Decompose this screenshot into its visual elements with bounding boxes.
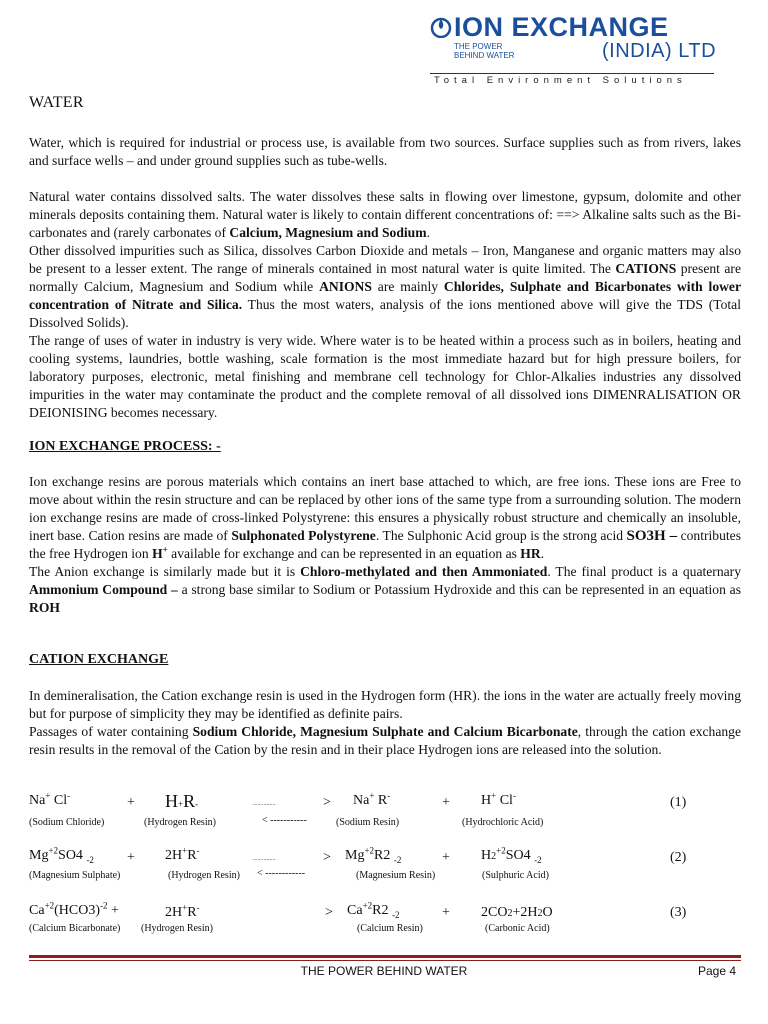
equation-2-product-2: $H2^{+2}SO4$ $_{-2}$ — [481, 845, 542, 865]
equation-2-number: (2) — [670, 850, 687, 865]
equation-1-label: < ----------- — [262, 815, 307, 826]
bold-text: Sodium Chloride, Magnesium Sulphate and Calcium Bicarbonate — [192, 724, 578, 739]
bold-text: Calcium, Magnesium and Sodium — [229, 225, 427, 240]
equation-1-label: (Hydrogen Resin) — [144, 817, 216, 828]
equation-1-product-1: Na+ R- — [353, 790, 391, 808]
text-run: , through the cation exchange resin results in the removal of the Cation by the resin and in their place Hydrogen ions are released into the solution. — [29, 724, 741, 757]
bold-text: Ammonium Compound – — [29, 582, 178, 597]
text-run: The Anion exchange is similarly made but it is — [29, 564, 301, 579]
text-run: contributes the free Hydrogen ion — [29, 528, 741, 561]
logo-name: ION EXCHANGE — [454, 12, 669, 42]
equation-3-reactant-2: 2H+R- — [165, 902, 200, 920]
equation-3-product-2: 2CO2+2H2O — [481, 905, 553, 920]
logo-india: (INDIA) LTD — [602, 40, 717, 62]
equation-3-label: (Hydrogen Resin) — [141, 923, 213, 934]
text-run: The range of uses of water in industry is very wide. Where water is to be heated within a process such as in boilers, heating and cooling systems, laundries, bottle washing, scale formation is the most immediate hazard but for high pressure boilers, for laboratory purposes, electronic, metal finishing and membrane cell technology for Chlor-Alkalies industries any dissolved impurities in the water may contaminate the product and the complete removal of all dissolved ions DIMENRALISATION OR DEIONISING becomes necessary. — [29, 333, 741, 420]
equation-2-label: (Magnesium Sulphate) — [29, 870, 121, 881]
text-run: Ion exchange resins are porous materials which contains an inert base attached to which, are free ions. These ions are Free to move about within the resin structure and can be replaced by other ions of the same type from a surrounding solution. The modern ion exchange resins are made of cross-linked Polystyrene: this ensures a physically robust structure and chemically an insoluble, inert base. Cation resins are made of — [29, 474, 741, 543]
text-run: . — [426, 225, 430, 240]
equation-1-number: (1) — [670, 795, 687, 810]
text-run: In demineralisation, the Cation exchange resin is used in the Hydrogen form (HR). the ions in the water are actually freely moving but for purpose of simplicity they may be identified as definite pairs. — [29, 688, 741, 721]
equation-3-plus-2: + — [442, 905, 450, 920]
equation-2-label: (Sulphuric Acid) — [482, 870, 549, 881]
equation-1-dots: ............... — [253, 801, 276, 807]
equation-1-plus: + — [127, 795, 135, 810]
equation-2-dots: ............... — [253, 856, 276, 862]
equation-1-arrow: > — [323, 795, 331, 810]
paragraph-natural-water — [29, 188, 741, 422]
logo-divider — [430, 73, 714, 74]
equation-3-reactant-1: $Ca^{+2}(HCO3)^{-2}$ + — [29, 900, 119, 918]
bold-text: H — [152, 546, 163, 561]
heading-ion-exchange-process: ION EXCHANGE PROCESS: - — [29, 439, 221, 454]
company-logo — [430, 14, 720, 94]
bold-text: ANIONS — [319, 279, 372, 294]
equation-3-arrow: > — [325, 905, 333, 920]
bold-text: Sulphonated Polystyrene — [231, 528, 376, 543]
equation-1-label: (Sodium Resin) — [336, 817, 400, 828]
footer-rule-thin — [29, 960, 741, 961]
equation-2-product-1: $Mg^{+2}R2$ $_{-2}$ — [345, 845, 402, 865]
equation-2-reactant-2: 2H+R- — [165, 845, 200, 863]
paragraph-cation-exchange — [29, 687, 741, 759]
page-title: WATER — [29, 94, 84, 111]
equation-1-label: (Hydrochloric Acid) — [462, 817, 544, 828]
footer-tagline: THE POWER BEHIND WATER — [300, 964, 468, 978]
text-run: Natural water contains dissolved salts. The water dissolves these salts in flowing over limestone, gypsum, dolomite and other minerals deposits containing them. Natural water is likely to contain different concentrations of: ==> Alkaline salts such as the Bi-carbonates and (rarely carbonates of — [29, 189, 741, 240]
paragraph-ion-exchange — [29, 473, 741, 617]
ion-exchange-logo-icon — [430, 16, 452, 38]
equation-2-reactant-1: $Mg^{+2}SO4$ $_{-2}$ — [29, 845, 94, 865]
text-run: . The final product is a quaternary — [547, 564, 741, 579]
equation-2-label: (Magnesium Resin) — [356, 870, 436, 881]
bold-text: ROH — [29, 600, 60, 615]
heading-cation-exchange: CATION EXCHANGE — [29, 652, 169, 667]
logo-subtitle: Total Environment Solutions — [434, 75, 687, 86]
equation-2-label: (Hydrogen Resin) — [168, 870, 240, 881]
text-run: are mainly — [371, 279, 444, 294]
equation-1-reactant-2: H+R- — [165, 791, 199, 811]
text-run: Thus the most waters, analysis of the ions mentioned above will give the TDS (Total Dissolved Solids). — [29, 297, 741, 330]
equation-3-label: (Calcium Resin) — [357, 923, 423, 934]
equation-3-label: (Calcium Bicarbonate) — [29, 923, 121, 934]
equation-1-product-2: H+ Cl- — [481, 790, 516, 808]
equation-1-label: (Sodium Chloride) — [29, 817, 105, 828]
text-run: present are normally Calcium, Magnesium and Sodium while — [29, 261, 741, 294]
logo-tagline: THE POWER BEHIND WATER — [454, 42, 515, 60]
footer-rule-thick — [29, 955, 741, 958]
bold-text: CATIONS — [615, 261, 677, 276]
text-run: available for exchange and can be represented in an equation as — [167, 546, 521, 561]
equation-2-plus: + — [127, 850, 135, 865]
text-run: Passages of water containing — [29, 724, 193, 739]
equation-1-reactant-1: Na+ Cl- — [29, 790, 71, 808]
equation-2-plus-2: + — [442, 850, 450, 865]
page-number: Page 4 — [698, 964, 737, 978]
equation-2-arrow: > — [323, 850, 331, 865]
equation-2-label: < ------------ — [257, 868, 306, 879]
equation-3-label: (Carbonic Acid) — [485, 923, 550, 934]
paragraph-water-sources: Water, which is required for industrial or process use, is available from two sources. Surface supplies such as from rivers, lakes and surface wells – and under ground supplies such as tube-wells. — [29, 135, 741, 168]
text-run: . The Sulphonic Acid group is the strong acid — [375, 528, 627, 543]
equation-1-plus-2: + — [442, 795, 450, 810]
text-run: a strong base similar to Sodium or Potassium Hydroxide and this can be represented in an equation as — [177, 582, 741, 597]
bold-text: + — [162, 544, 168, 555]
bold-text: Chloro-methylated and then Ammoniated — [300, 564, 548, 579]
equation-3-number: (3) — [670, 905, 687, 920]
bold-text: SO3H – — [626, 528, 678, 544]
text-run: Other dissolved impurities such as Silica, dissolves Carbon Dioxide and metals – Iron, Manganese and organic matters may also be present to a lesser extent. The range of minerals contained in most natural water is quite limited. The — [29, 243, 741, 276]
equation-3-product-1: $Ca^{+2}R2$ $_{-2}$ — [347, 900, 400, 920]
bold-text: Chlorides, Sulphate and Bicarbonates with lower concentration of Nitrate and Silica. — [29, 279, 741, 312]
text-run: . — [540, 546, 545, 561]
bold-text: HR — [520, 546, 541, 561]
